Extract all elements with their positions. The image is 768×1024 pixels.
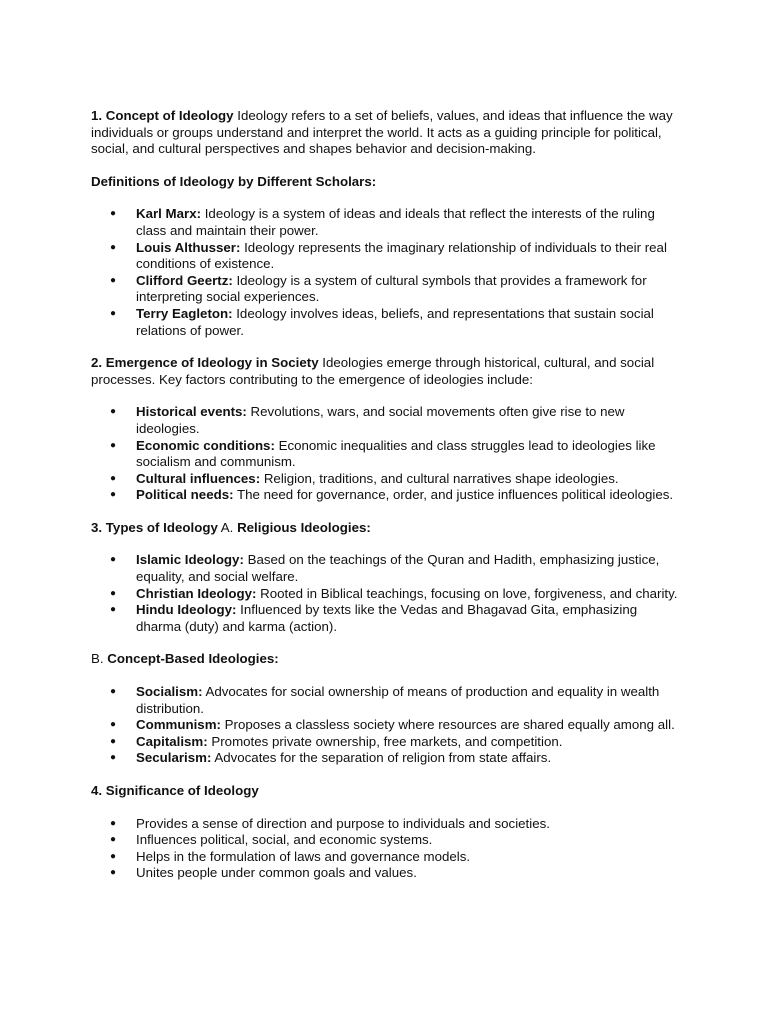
emergence-list (91, 404, 680, 504)
list-item: ● Unites people under common goals and values. (91, 865, 680, 882)
section-3-heading: 3. Types of Ideology A. Religious Ideologies: (91, 519, 371, 535)
list-item: ● Economic conditions: Economic inequalities and class struggles lead to ideologies like socialism and communism. (91, 438, 680, 471)
list-item: ● Louis Althusser: Ideology represents the imaginary relationship of individuals to their real conditions of existence. (91, 240, 680, 273)
list-item: ● Communism: Proposes a classless society where resources are shared equally among all. (91, 717, 680, 734)
list-item: ● Terry Eagleton: Ideology involves ideas, beliefs, and representations that sustain social relations of power. (91, 306, 680, 339)
list-item: ● Provides a sense of direction and purpose to individuals and societies. (91, 816, 680, 833)
section-2-body: Ideologies emerge through historical, cultural, and social processes. Key factors contributing to the emergence of ideologies include: (91, 355, 655, 387)
list-item: ● Historical events: Revolutions, wars, and social movements often give rise to new ideologies. (91, 404, 680, 437)
concept-based-list (91, 684, 680, 767)
list-item: ● Secularism: Advocates for the separation of religion from state affairs. (91, 750, 680, 767)
section-4-heading (91, 783, 680, 800)
list-item: ● Socialism: Advocates for social ownership of means of production and equality in wealth distribution. (91, 684, 680, 717)
list-item: ● Influences political, social, and economic systems. (91, 832, 680, 849)
section-2-title: 2. Emergence of Ideology in Society (91, 355, 319, 371)
definitions-list (91, 206, 680, 339)
section-1-paragraph (91, 108, 680, 158)
section-2-paragraph (91, 355, 680, 388)
list-item: ● Clifford Geertz: Ideology is a system of cultural symbols that provides a framework for interpreting social experiences. (91, 273, 680, 306)
list-item: ● Capitalism: Promotes private ownership, free markets, and competition. (91, 734, 680, 751)
list-item: ● Cultural influences: Religion, traditions, and cultural narratives shape ideologies. (91, 471, 680, 488)
significance-list (91, 816, 680, 882)
religious-ideologies-heading: Religious Ideologies: (237, 519, 371, 535)
religious-list (91, 552, 680, 635)
section-1-body: Ideology refers to a set of beliefs, values, and ideas that influence the way individuals or groups understand and interpret the world. It acts as a guiding principle for political, social, and cultural perspectives and shapes behavior and decision-making. (91, 108, 673, 157)
list-item: ● Islamic Ideology: Based on the teachings of the Quran and Hadith, emphasizing justice, equality, and social welfare. (91, 552, 680, 585)
list-item: ● Karl Marx: Ideology is a system of ideas and ideals that reflect the interests of the ruling class and maintain their power. (91, 206, 680, 239)
definitions-heading: Definitions of Ideology by Different Scholars: (91, 173, 377, 189)
list-item: ● Helps in the formulation of laws and governance models. (91, 849, 680, 866)
list-item: ● Hindu Ideology: Influenced by texts like the Vedas and Bhagavad Gita, emphasizing dharma (duty) and karma (action). (91, 602, 680, 635)
list-item: ● Christian Ideology: Rooted in Biblical teachings, focusing on love, forgiveness, and charity. (91, 586, 680, 603)
section-4-title: 4. Significance of Ideology (91, 783, 259, 798)
section-3-title: 3. Types of Ideology (91, 519, 218, 535)
section-1-title: 1. Concept of Ideology (91, 108, 234, 123)
list-item: ● Political needs: The need for governance, order, and justice influences political ideologies. (91, 487, 680, 504)
concept-based-heading: B. Concept-Based Ideologies: (91, 651, 279, 667)
